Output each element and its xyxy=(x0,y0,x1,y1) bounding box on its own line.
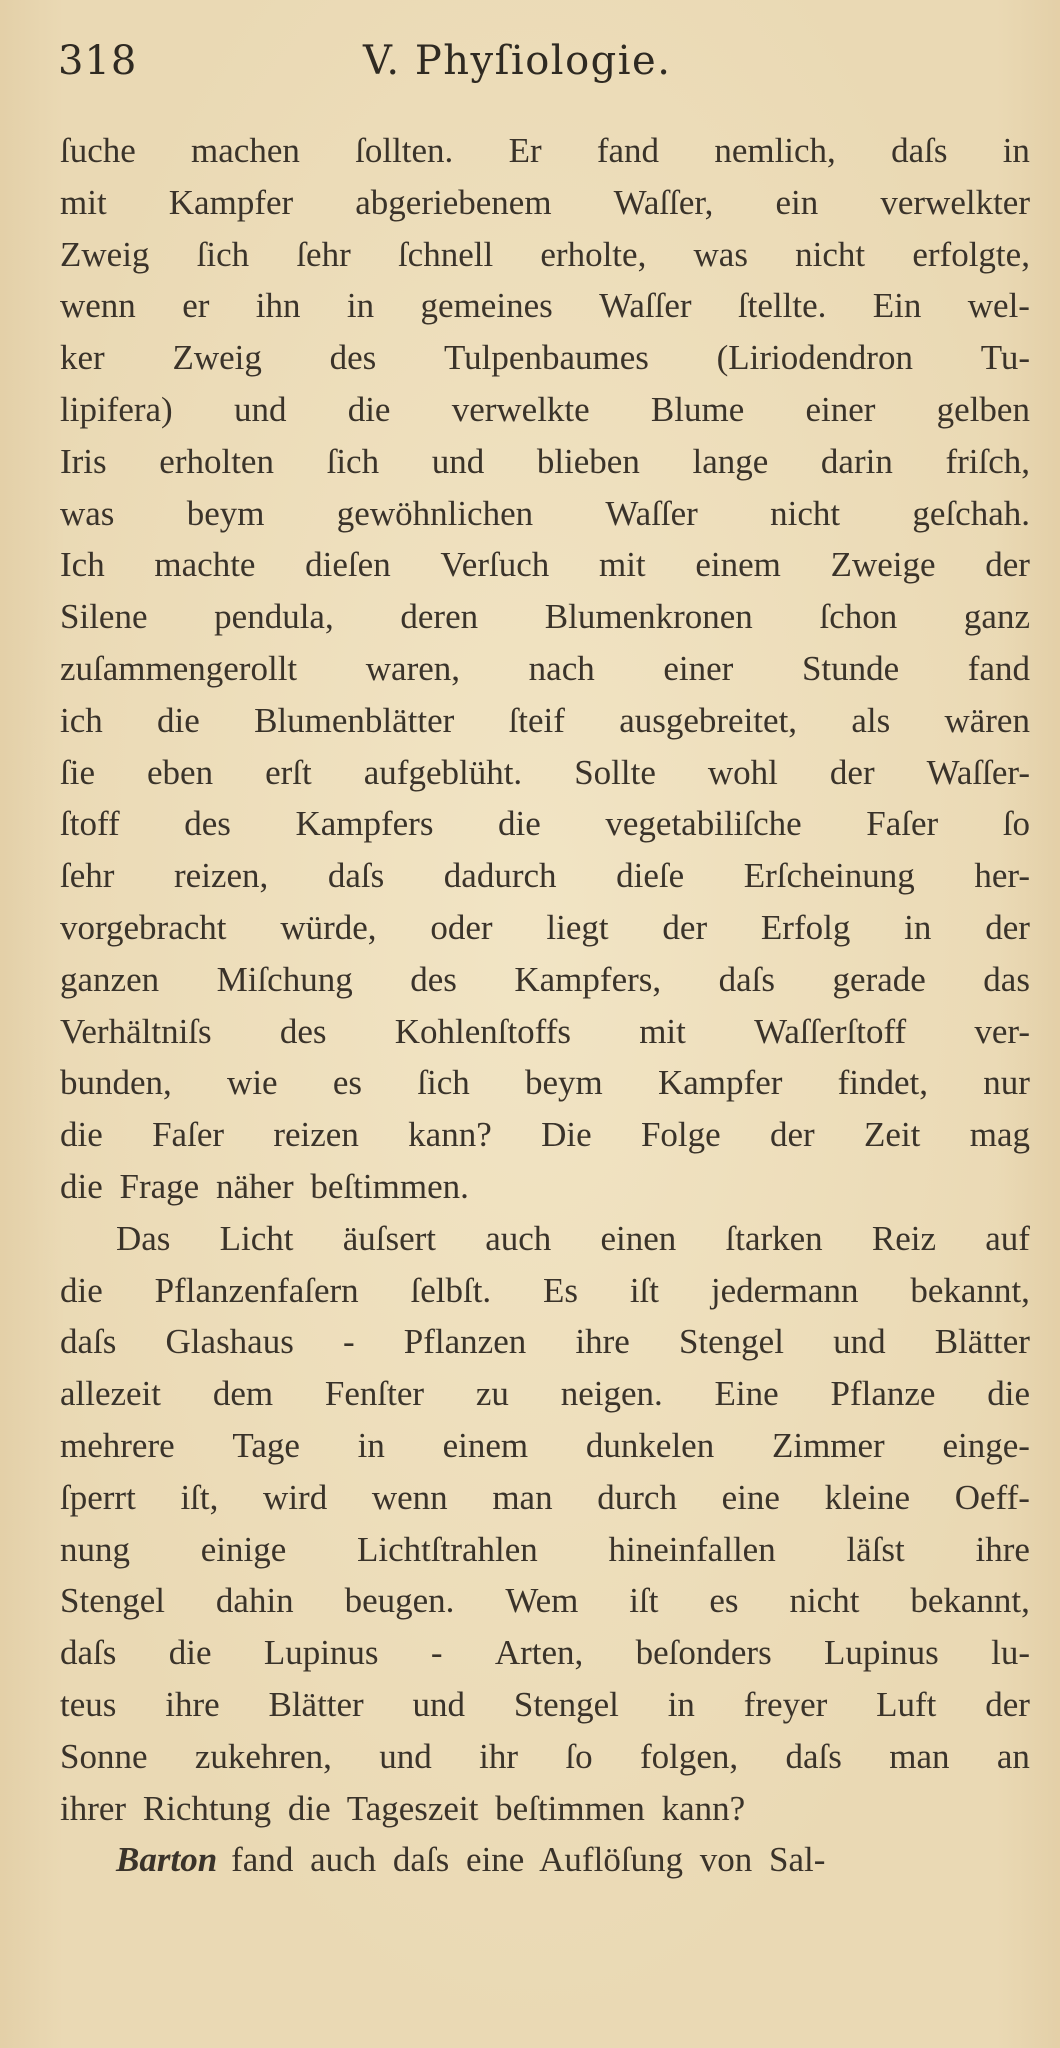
word: ſollten. xyxy=(355,131,454,170)
word: ſtellte. xyxy=(737,286,827,326)
word: dunkelen xyxy=(585,1425,715,1465)
word: bekannt, xyxy=(910,1581,1030,1621)
word: verwelkte xyxy=(451,389,590,429)
word: friſch, xyxy=(945,441,1030,481)
word: und xyxy=(379,1736,432,1776)
word: Zweig xyxy=(60,234,150,274)
word: oder xyxy=(430,907,493,947)
word: Die xyxy=(541,1115,592,1155)
word: nemlich, xyxy=(714,131,836,170)
word: auch xyxy=(485,1218,552,1258)
word: machen xyxy=(191,131,300,170)
word: durch xyxy=(597,1477,677,1517)
word: wären xyxy=(944,700,1030,740)
word: Lichtſtrahlen xyxy=(357,1529,538,1569)
word: einige xyxy=(200,1529,287,1569)
word: vorgebracht xyxy=(60,907,227,947)
word: wel- xyxy=(967,286,1030,326)
word: Verſuch xyxy=(440,545,550,585)
word: Reiz xyxy=(871,1218,937,1258)
word: bekannt, xyxy=(910,1270,1030,1310)
word: aufgeblüht. xyxy=(363,752,523,792)
word: Tulpenbaumes xyxy=(444,338,649,378)
word: Kampfer xyxy=(658,1063,783,1103)
text-line xyxy=(60,1472,1030,1524)
word: ſo xyxy=(565,1736,593,1776)
text-line xyxy=(60,436,1030,488)
word: dadurch xyxy=(443,856,557,896)
text-line xyxy=(60,1524,1030,1576)
word: ſelbſt. xyxy=(410,1270,492,1310)
word: Kampfer xyxy=(168,182,294,222)
word: Kampfers, xyxy=(514,959,662,999)
text-line xyxy=(60,1316,1030,1368)
word: - xyxy=(430,1633,443,1673)
word: Erfolg xyxy=(760,907,851,947)
paragraph-start-line xyxy=(60,1213,1030,1265)
word: - xyxy=(342,1322,355,1362)
word: an xyxy=(996,1736,1030,1776)
word: Glashaus xyxy=(165,1322,294,1362)
word: nung xyxy=(60,1529,130,1569)
word: beugen. xyxy=(344,1581,455,1621)
word: äuſsert xyxy=(342,1218,437,1258)
word: Waſſer- xyxy=(926,752,1030,792)
word: Arten, xyxy=(494,1633,584,1673)
word: ſich xyxy=(417,1063,470,1103)
word: wie xyxy=(227,1063,278,1103)
text-line xyxy=(60,1265,1030,1317)
word: Ein xyxy=(872,286,922,326)
word: gemeines xyxy=(420,286,553,326)
word: Waſſer xyxy=(599,286,692,326)
word: zukehren, xyxy=(194,1736,332,1776)
word: mit xyxy=(639,1011,686,1051)
text-line xyxy=(60,1627,1030,1679)
word: dahin xyxy=(215,1581,294,1621)
word: (Liriodendron xyxy=(716,338,913,378)
word: fand xyxy=(967,648,1030,688)
word: Oeff- xyxy=(954,1477,1030,1517)
word: erholten xyxy=(159,441,274,481)
word: Kampfers xyxy=(295,804,434,844)
word: wenn xyxy=(371,1477,448,1517)
word: ſehr xyxy=(296,234,351,274)
word: allezeit xyxy=(60,1374,162,1414)
word: ſtoff xyxy=(60,804,120,844)
word: Stunde xyxy=(801,648,900,688)
word: ſtarken xyxy=(725,1218,823,1258)
word: nur xyxy=(983,1063,1030,1103)
word: Blätter xyxy=(268,1684,364,1724)
text-line xyxy=(60,954,1030,1006)
word: vegetabiliſche xyxy=(605,804,802,844)
word: in xyxy=(904,907,932,947)
word: das xyxy=(983,959,1030,999)
word: der xyxy=(662,907,708,947)
word: in xyxy=(1002,131,1030,170)
word: erſt xyxy=(265,752,312,792)
word: die xyxy=(60,1115,103,1155)
word: Das xyxy=(116,1218,171,1258)
word: daſs xyxy=(60,1633,117,1673)
word: in xyxy=(667,1684,695,1724)
word: Waſſer xyxy=(605,493,698,533)
word: machte xyxy=(154,545,256,585)
word: Blumenblätter xyxy=(254,700,455,740)
word: würde, xyxy=(280,907,377,947)
word: des xyxy=(279,1011,327,1051)
word: Er xyxy=(508,131,542,170)
text-line xyxy=(60,591,1030,643)
word: ihre xyxy=(575,1322,630,1362)
word: Faſer xyxy=(866,804,939,844)
word: dieſe xyxy=(616,856,685,896)
word: der xyxy=(985,1684,1030,1724)
word: zu xyxy=(475,1374,509,1414)
word: erholte, xyxy=(540,234,647,274)
word: ſie xyxy=(60,752,95,792)
word: wenn xyxy=(60,286,136,326)
word: beym xyxy=(524,1063,603,1103)
word: nach xyxy=(528,648,595,688)
word: geſchah. xyxy=(912,493,1030,533)
paragraph-end-line: die Frage näher beſtimmen. xyxy=(60,1166,469,1206)
word: reizen xyxy=(273,1115,359,1155)
word: ker xyxy=(60,338,105,378)
word: kann? xyxy=(408,1115,492,1155)
word: Lupinus xyxy=(824,1633,939,1673)
word: der xyxy=(829,752,875,792)
text-line xyxy=(60,177,1030,229)
word: dem xyxy=(212,1374,274,1414)
text-line xyxy=(60,1575,1030,1627)
word: mit xyxy=(60,182,107,222)
word: ver- xyxy=(974,1011,1030,1051)
word: neigen. xyxy=(560,1374,663,1414)
word: daſs xyxy=(785,1736,842,1776)
word: daſs xyxy=(327,856,385,896)
text-line xyxy=(60,1731,1030,1783)
word: Ich xyxy=(60,545,105,585)
word: mag xyxy=(969,1115,1030,1155)
word: Waſſer, xyxy=(613,182,714,222)
paragraph-start-line xyxy=(60,1834,1030,1886)
word: einge- xyxy=(942,1425,1030,1465)
word: jedermann xyxy=(710,1270,859,1310)
word: einem xyxy=(695,545,781,585)
text-line xyxy=(60,1679,1030,1731)
word: ich xyxy=(60,700,103,740)
word: einer xyxy=(663,648,734,688)
word: ihn xyxy=(255,286,301,326)
word: was xyxy=(60,493,115,533)
word: Kohlenſtoffs xyxy=(394,1011,571,1051)
word: nicht xyxy=(789,1581,860,1621)
word: iſt xyxy=(629,1581,659,1621)
word: eine xyxy=(721,1477,780,1517)
word: und xyxy=(412,1684,466,1724)
word: in xyxy=(357,1425,385,1465)
word: beym xyxy=(186,493,265,533)
word: die xyxy=(157,700,200,740)
page-number: 318 xyxy=(58,38,138,84)
text-line xyxy=(60,902,1030,954)
word: mit xyxy=(598,545,646,585)
word: die xyxy=(498,804,541,844)
word: beſonders xyxy=(635,1633,772,1673)
text-line xyxy=(60,1368,1030,1420)
word: verwelkter xyxy=(880,182,1030,222)
word: Iris xyxy=(60,441,107,481)
word: ſich xyxy=(326,441,380,481)
word: Zimmer xyxy=(771,1425,885,1465)
word: ſuche xyxy=(60,131,136,170)
word: reizen, xyxy=(174,856,269,896)
word: darin xyxy=(820,441,893,481)
word: lipifera) xyxy=(60,389,173,429)
text-line xyxy=(60,798,1030,850)
word: einen xyxy=(600,1218,677,1258)
word: lu- xyxy=(991,1633,1030,1673)
text-line xyxy=(60,643,1030,695)
word: Pflanzen xyxy=(403,1322,527,1362)
word: gelben xyxy=(936,389,1030,429)
page-header xyxy=(58,38,1018,98)
word: Stengel xyxy=(678,1322,784,1362)
text-line xyxy=(60,229,1030,281)
word: nicht xyxy=(770,493,841,533)
word: waren, xyxy=(365,648,461,688)
word: ſteif xyxy=(508,700,565,740)
word: ganz xyxy=(963,597,1030,637)
text-line xyxy=(60,488,1030,540)
word: Miſchung xyxy=(216,959,353,999)
word: abgeriebenem xyxy=(355,182,552,222)
word: des xyxy=(410,959,457,999)
word: man xyxy=(492,1477,553,1517)
text-line xyxy=(60,695,1030,747)
word: erfolgte, xyxy=(912,234,1030,274)
word: die xyxy=(987,1374,1030,1414)
word: auf xyxy=(985,1218,1030,1258)
word: in xyxy=(346,286,375,326)
word: wird xyxy=(263,1477,328,1517)
text-line xyxy=(60,539,1030,591)
word: Stengel xyxy=(513,1684,619,1724)
word: Tu- xyxy=(980,338,1030,378)
word: folgen, xyxy=(639,1736,739,1776)
body-text xyxy=(60,125,1030,1886)
word: ihre xyxy=(165,1684,220,1724)
word: ſehr xyxy=(60,856,115,896)
word: dieſen xyxy=(305,545,391,585)
word: eben xyxy=(147,752,214,792)
text-line xyxy=(60,1006,1030,1058)
word: ſperrt xyxy=(60,1477,136,1517)
word: ſchon xyxy=(819,597,898,637)
word: bunden, xyxy=(60,1063,172,1103)
word: Zweig xyxy=(172,338,262,378)
word: Blumenkronen xyxy=(544,597,753,637)
word: als xyxy=(851,700,891,740)
word: was xyxy=(693,234,748,274)
word: Licht xyxy=(219,1218,294,1258)
word: ihr xyxy=(479,1736,518,1776)
word: Es xyxy=(543,1270,578,1310)
word: Erſcheinung xyxy=(743,856,915,896)
word: Luft xyxy=(876,1684,937,1724)
word: teus xyxy=(60,1684,117,1724)
text-line xyxy=(60,747,1030,799)
word: daſs xyxy=(891,131,948,170)
word: iſt, xyxy=(180,1477,219,1517)
word: daſs xyxy=(718,959,776,999)
word: ſchnell xyxy=(397,234,494,274)
word: Zweige xyxy=(830,545,936,585)
word: blieben xyxy=(536,441,640,481)
word: Pflanze xyxy=(830,1374,936,1414)
word: Faſer xyxy=(152,1115,225,1155)
final-line-text: fand auch daſs eine Auflöſung von Sal- xyxy=(231,1840,826,1880)
word: nicht xyxy=(795,234,866,274)
running-title: V. Phyſiologie. xyxy=(363,38,672,84)
word: Waſſerſtoff xyxy=(754,1011,907,1051)
text-line xyxy=(60,850,1030,902)
word: man xyxy=(889,1736,950,1776)
word: ihre xyxy=(975,1529,1030,1569)
word: einer xyxy=(805,389,876,429)
word: Eine xyxy=(714,1374,779,1414)
word: lange xyxy=(692,441,769,481)
word: und xyxy=(431,441,485,481)
word: liegt xyxy=(546,907,609,947)
word: und xyxy=(233,389,287,429)
word: die xyxy=(347,389,391,429)
word: pendula, xyxy=(214,597,334,637)
word: Sollte xyxy=(574,752,656,792)
word: Sonne xyxy=(60,1736,148,1776)
word: und xyxy=(833,1322,886,1362)
word: Pflanzenfaſern xyxy=(154,1270,359,1310)
word: ein xyxy=(775,182,819,222)
paragraph-end-line: ihrer Richtung die Tageszeit beſtimmen kann? xyxy=(60,1788,746,1828)
word: Fenſter xyxy=(324,1374,425,1414)
word: ganzen xyxy=(60,959,160,999)
word: Wem xyxy=(505,1581,579,1621)
word: gewöhnlichen xyxy=(336,493,534,533)
word: Silene xyxy=(60,597,148,637)
word: deren xyxy=(400,597,479,637)
text-line xyxy=(60,280,1030,332)
word: ausgebreitet, xyxy=(619,700,798,740)
text-line xyxy=(60,1420,1030,1472)
word: die xyxy=(60,1270,103,1310)
word: des xyxy=(184,804,231,844)
word: es xyxy=(709,1581,739,1621)
text-line xyxy=(60,125,1030,177)
word: findet, xyxy=(837,1063,929,1103)
word: gerade xyxy=(832,959,926,999)
word: mehrere xyxy=(60,1425,175,1465)
word: der xyxy=(985,545,1030,585)
text-line xyxy=(60,1109,1030,1161)
word: der xyxy=(985,907,1030,947)
word: hineinfallen xyxy=(608,1529,776,1569)
word: Tage xyxy=(232,1425,300,1465)
word: es xyxy=(332,1063,362,1103)
word: die xyxy=(168,1633,212,1673)
word: Blätter xyxy=(934,1322,1030,1362)
word: her- xyxy=(974,856,1030,896)
text-line xyxy=(60,384,1030,436)
word: ſich xyxy=(196,234,250,274)
text-line xyxy=(60,1057,1030,1109)
word: er xyxy=(182,286,210,326)
word: Lupinus xyxy=(263,1633,379,1673)
word: Stengel xyxy=(60,1581,165,1621)
word: freyer xyxy=(743,1684,828,1724)
word: läſst xyxy=(846,1529,905,1569)
word: der xyxy=(770,1115,815,1155)
italic-author-name: Barton xyxy=(116,1840,218,1880)
text-line xyxy=(60,332,1030,384)
word: Verhältniſs xyxy=(60,1011,212,1051)
word: wohl xyxy=(707,752,778,792)
word: iſt xyxy=(629,1270,660,1310)
word: zuſammengerollt xyxy=(60,648,298,688)
word: daſs xyxy=(60,1322,117,1362)
word: ſo xyxy=(1002,804,1030,844)
word: des xyxy=(329,338,377,378)
word: Blume xyxy=(650,389,745,429)
word: Folge xyxy=(640,1115,721,1155)
word: kleine xyxy=(824,1477,911,1517)
word: Zeit xyxy=(864,1115,921,1155)
word: einem xyxy=(442,1425,529,1465)
word: fand xyxy=(596,131,660,170)
